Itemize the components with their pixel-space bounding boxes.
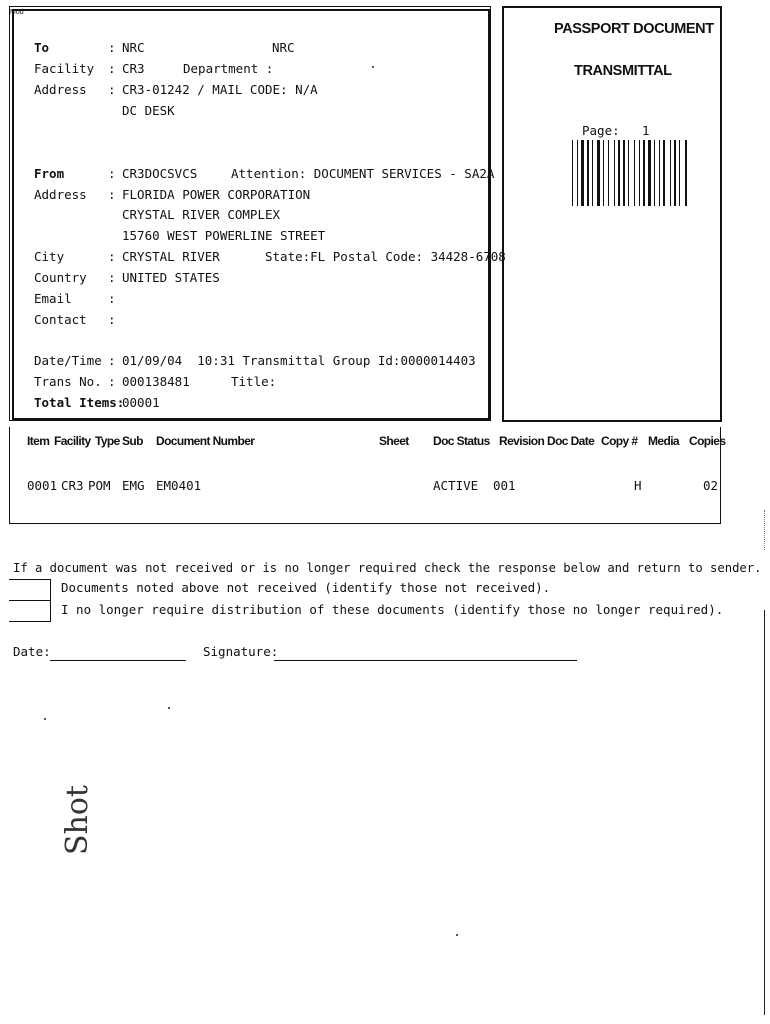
- header-document-number: Document Number: [156, 434, 255, 448]
- signature-label: Signature:: [203, 644, 279, 659]
- city-label: City: [34, 249, 65, 264]
- attention: Attention: DOCUMENT SERVICES - SA2A: [231, 166, 495, 181]
- scan-speck: [44, 718, 46, 720]
- not-required-checkbox[interactable]: [9, 600, 51, 622]
- datetime-value: 01/09/04 10:31 Transmittal Group Id:0000014403: [122, 353, 476, 368]
- title-label: Title:: [231, 374, 277, 389]
- colon: :: [108, 312, 116, 327]
- country-value: UNITED STATES: [122, 270, 220, 285]
- address-label: Address: [34, 82, 87, 97]
- panel-title-line-1: PASSPORT DOCUMENT: [554, 21, 714, 37]
- from-address-line-2: CRYSTAL RIVER COMPLEX: [122, 207, 281, 222]
- handwritten-note: Shot: [60, 785, 95, 855]
- header-type: Type: [95, 434, 120, 448]
- header-doc-status: Doc Status: [433, 434, 490, 448]
- header-sub: Sub: [122, 434, 143, 448]
- to-value: NRC: [122, 40, 145, 55]
- corner-tag: Mod: [10, 9, 24, 16]
- cell-media: H: [634, 478, 642, 493]
- address-line-1: CR3-01242 / MAIL CODE: N/A: [122, 82, 318, 97]
- facility-value: CR3: [122, 61, 145, 76]
- option-not-required: I no longer require distribution of these documents (identify those no longer required).: [61, 602, 724, 617]
- colon: :: [108, 40, 116, 55]
- barcode-icon: [572, 140, 694, 206]
- scan-speck: [168, 707, 170, 709]
- not-received-checkbox[interactable]: [9, 579, 51, 601]
- city-value: CRYSTAL RIVER: [122, 249, 220, 264]
- contact-label: Contact: [34, 312, 87, 327]
- facility-label: Facility: [34, 61, 95, 76]
- cell-sub: EMG: [122, 478, 145, 493]
- datetime-label: Date/Time: [34, 353, 102, 368]
- address-line-2: DC DESK: [122, 103, 175, 118]
- scan-edge-line: [764, 610, 765, 1015]
- total-items-value: 00001: [122, 395, 160, 410]
- from-label: From: [34, 166, 65, 181]
- colon: :: [108, 270, 116, 285]
- signature-field[interactable]: [274, 660, 577, 661]
- date-label: Date:: [13, 644, 51, 659]
- colon: :: [108, 374, 116, 389]
- header-item: Item: [27, 434, 50, 448]
- date-field[interactable]: [50, 660, 186, 661]
- from-address-line-1: FLORIDA POWER CORPORATION: [122, 187, 311, 202]
- scan-speck: [372, 66, 374, 68]
- colon: :: [108, 291, 116, 306]
- colon: :: [108, 166, 116, 181]
- cell-facility: CR3: [61, 478, 84, 493]
- scan-edge-dots: [764, 510, 766, 550]
- header-facility: Facility: [54, 434, 91, 448]
- header-doc-date: Doc Date: [547, 434, 595, 448]
- cell-type: POM: [88, 478, 111, 493]
- page-value: 1: [642, 123, 650, 138]
- department-label: Department :: [183, 61, 274, 76]
- header-copies: Copies: [689, 434, 726, 448]
- from-address-line-3: 15760 WEST POWERLINE STREET: [122, 228, 326, 243]
- trans-no-value: 000138481: [122, 374, 190, 389]
- cell-item: 0001: [27, 478, 58, 493]
- state-postal: State:FL Postal Code: 34428-6708: [265, 249, 506, 264]
- cell-doc-status: ACTIVE: [433, 478, 479, 493]
- scan-speck: [456, 934, 458, 936]
- colon: :: [108, 82, 116, 97]
- country-label: Country: [34, 270, 87, 285]
- cell-revision: 001: [493, 478, 516, 493]
- option-not-received: Documents noted above not received (identify those not received).: [61, 580, 551, 595]
- cell-copies: 02: [703, 478, 719, 493]
- to-value-2: NRC: [272, 40, 295, 55]
- header-revision: Revision: [499, 434, 545, 448]
- header-media: Media: [648, 434, 680, 448]
- email-label: Email: [34, 291, 72, 306]
- panel-title-line-2: TRANSMITTAL: [574, 63, 672, 79]
- colon: :: [108, 249, 116, 264]
- to-label: To: [34, 40, 50, 55]
- colon: :: [108, 353, 116, 368]
- total-items-label: Total Items:: [34, 395, 125, 410]
- trans-no-label: Trans No.: [34, 374, 102, 389]
- from-address-label: Address: [34, 187, 87, 202]
- response-instruction: If a document was not received or is no longer required check the response below and return to sender.: [13, 561, 762, 575]
- colon: :: [108, 61, 116, 76]
- colon: :: [108, 187, 116, 202]
- header-sheet: Sheet: [379, 434, 409, 448]
- from-value: CR3DOCSVCS: [122, 166, 198, 181]
- cell-document-number: EM0401: [156, 478, 202, 493]
- header-copy: Copy #: [601, 434, 638, 448]
- scan-edge-line: [720, 14, 722, 420]
- page-label: Page:: [582, 123, 620, 138]
